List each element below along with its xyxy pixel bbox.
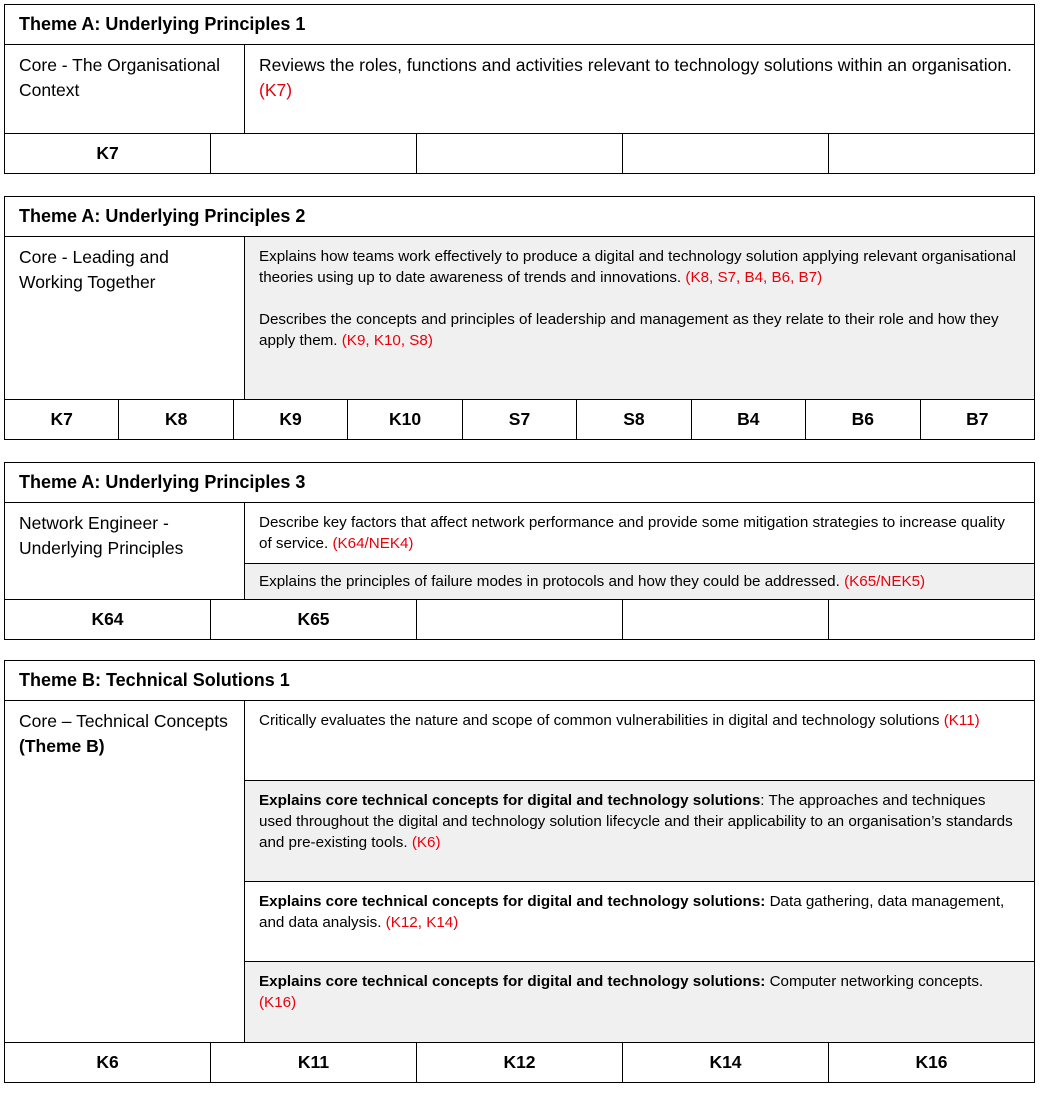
- row-text: Critically evaluates the nature and scope of common vulnerabilities in digital and technology solutions: [259, 712, 940, 729]
- code-cell: K7: [5, 134, 211, 174]
- description-row: [245, 882, 1035, 962]
- section-description: [245, 45, 1035, 134]
- description-row: [245, 564, 1035, 600]
- code-cell: K8: [119, 400, 233, 440]
- code-cell: S7: [462, 400, 576, 440]
- code-cell: S8: [577, 400, 691, 440]
- paragraph-text: Explains how teams work effectively to produce a digital and technology solution applying relevant organisational theories using up to date awareness of trends and innovations.: [259, 248, 1017, 286]
- description-paragraph: [259, 246, 1020, 288]
- code-row: [4, 1042, 1035, 1083]
- description-paragraph: [259, 309, 1020, 351]
- row-text: Describe key factors that affect network performance and provide some mitigation strategies to increase quality of service.: [259, 514, 1005, 552]
- section-label: Core - The Organisational Context: [5, 45, 245, 134]
- row-bold: Explains core technical concepts for digital and technology solutions:: [259, 893, 766, 910]
- label-bold: (Theme B): [19, 735, 105, 756]
- code-cell: [829, 600, 1035, 640]
- section-title: Theme B: Technical Solutions 1: [5, 661, 1035, 701]
- code-cell: K7: [5, 400, 119, 440]
- row-text: Computer networking concepts.: [765, 973, 984, 990]
- section-title: Theme A: Underlying Principles 3: [5, 463, 1035, 503]
- section-table: [4, 196, 1035, 400]
- paragraph-ref: (K9, K10, S8): [341, 332, 433, 349]
- code-cell: B4: [691, 400, 805, 440]
- section-table: [4, 660, 1035, 1043]
- code-cell: K11: [211, 1043, 417, 1083]
- code-cell: K64: [5, 600, 211, 640]
- code-cell: [417, 600, 623, 640]
- section-title: Theme A: Underlying Principles 2: [5, 197, 1035, 237]
- code-cell: [417, 134, 623, 174]
- row-ref: (K65/NEK5): [844, 573, 926, 590]
- section-theme-a-1: [4, 4, 1035, 174]
- description-row: [245, 503, 1035, 564]
- code-cell: [211, 134, 417, 174]
- section-theme-a-2: [4, 196, 1035, 440]
- row-ref: (K11): [943, 712, 980, 729]
- section-label: [5, 701, 245, 1043]
- label-text: Core – Technical Concepts: [19, 711, 228, 731]
- section-description: [245, 237, 1035, 400]
- section-title: Theme A: Underlying Principles 1: [5, 5, 1035, 45]
- description-ref: (K7): [259, 79, 293, 100]
- section-table: [4, 4, 1035, 134]
- row-ref: (K64/NEK4): [332, 535, 414, 552]
- code-cell: K12: [417, 1043, 623, 1083]
- paragraph-ref: (K8, S7, B4, B6, B7): [685, 269, 823, 286]
- row-text: Data gathering, data management, and data analysis.: [259, 893, 1005, 931]
- row-ref: (K12, K14): [385, 914, 459, 931]
- description-row: [245, 781, 1035, 882]
- code-cell: [829, 134, 1035, 174]
- code-cell: [623, 134, 829, 174]
- code-cell: K14: [623, 1043, 829, 1083]
- code-cell: K9: [233, 400, 347, 440]
- section-label: Core - Leading and Working Together: [5, 237, 245, 400]
- description-row: [245, 701, 1035, 781]
- code-cell: K6: [5, 1043, 211, 1083]
- description-row: [245, 962, 1035, 1043]
- description-text: Reviews the roles, functions and activities relevant to technology solutions within an organisation.: [259, 55, 1012, 75]
- section-table: [4, 462, 1035, 600]
- code-cell: [623, 600, 829, 640]
- code-row: [4, 599, 1035, 640]
- code-cell: B7: [920, 400, 1035, 440]
- row-text: Explains the principles of failure modes in protocols and how they could be addressed.: [259, 573, 840, 590]
- section-theme-a-3: [4, 462, 1035, 640]
- row-bold: Explains core technical concepts for digital and technology solutions:: [259, 973, 766, 990]
- row-text: : The approaches and techniques used throughout the digital and technology solution lifecycle and their applicability to an organisation’s standards and pre-existing tools.: [259, 792, 1013, 851]
- code-cell: K10: [348, 400, 462, 440]
- code-cell: B6: [806, 400, 920, 440]
- row-bold: Explains core technical concepts for digital and technology solutions: [259, 792, 761, 809]
- section-theme-b-1: [4, 660, 1035, 1083]
- code-row: [4, 133, 1035, 174]
- code-row: [4, 399, 1035, 440]
- section-label: Network Engineer - Underlying Principles: [5, 503, 245, 600]
- code-cell: K65: [211, 600, 417, 640]
- code-cell: K16: [829, 1043, 1035, 1083]
- paragraph-text: Describes the concepts and principles of leadership and management as they relate to their role and how they apply them.: [259, 311, 999, 349]
- row-ref: (K16): [259, 994, 297, 1011]
- row-ref: (K6): [411, 834, 441, 851]
